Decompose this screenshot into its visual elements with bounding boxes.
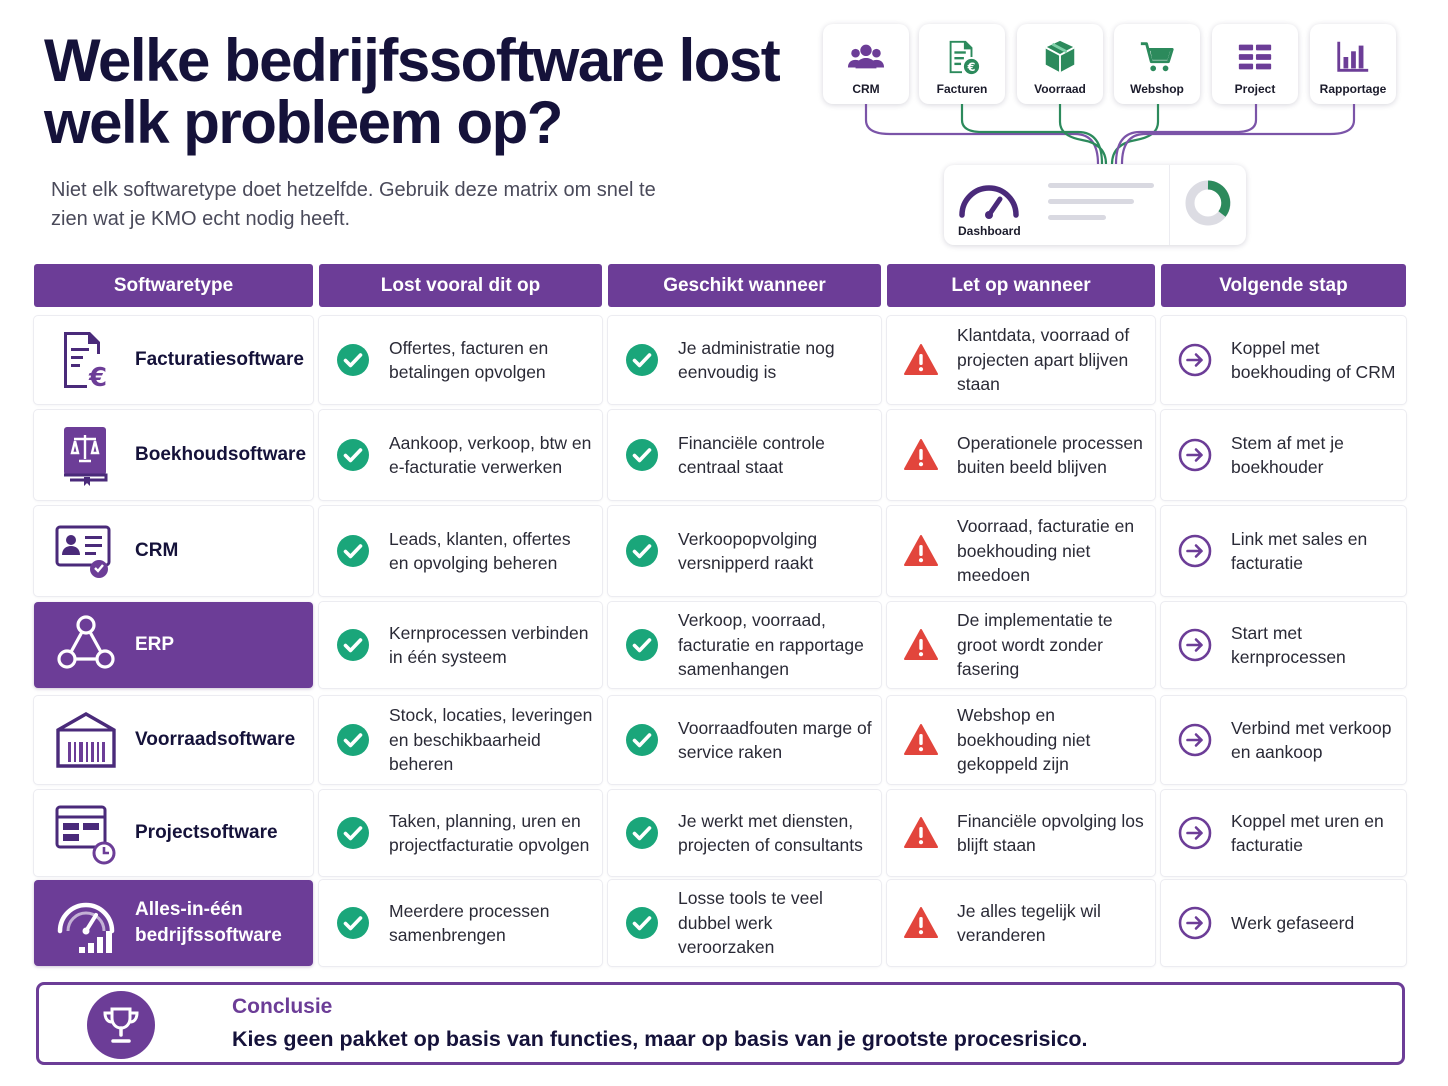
cell-next	[1161, 316, 1406, 404]
cell-suitable	[608, 506, 881, 596]
cell-next-text: Verbind met verkoop en aankoop	[1231, 717, 1392, 762]
cell-suitable	[608, 410, 881, 500]
cart-icon	[1138, 38, 1176, 76]
cell-next-text: Stem af met je boekhouder	[1231, 432, 1344, 477]
warning-icon	[904, 723, 938, 757]
cell-suitable	[608, 790, 881, 876]
people-icon	[847, 38, 885, 76]
cell-solves-text: Aankoop, verkoop, btw en e-facturatie verwerken	[389, 432, 592, 477]
warning-icon	[904, 906, 938, 940]
dashboard-label: Dashboard	[958, 224, 1021, 238]
cell-next	[1161, 880, 1406, 966]
arrow-circle-icon	[1178, 534, 1212, 568]
warning-icon	[904, 438, 938, 472]
page-subtitle: Niet elk softwaretype doet hetzelfde. Gebruik deze matrix om snel te zien wat je KMO echt nodig heeft.	[51, 179, 656, 230]
row-type-cell	[34, 506, 313, 596]
page-title: Welke bedrijfssoftware lost welk probleem op?	[44, 27, 780, 156]
arrow-circle-icon	[1178, 438, 1212, 472]
check-icon	[336, 438, 370, 472]
check-icon	[625, 723, 659, 757]
check-icon	[625, 628, 659, 662]
network-icon	[54, 613, 118, 677]
check-icon	[336, 534, 370, 568]
cell-solves-text: Stock, locaties, leveringen en beschikbaarheid beheren	[389, 705, 593, 775]
check-icon	[625, 534, 659, 568]
cell-caution-text: Operationele processen buiten beeld blijven	[957, 432, 1143, 477]
invoice-euro-icon	[943, 38, 981, 76]
arrow-circle-icon	[1178, 723, 1212, 757]
cell-next	[1161, 790, 1406, 876]
trophy-icon	[87, 991, 155, 1059]
check-icon	[336, 816, 370, 850]
software-type-name: Projectsoftware	[135, 822, 278, 843]
contact-card-icon	[54, 519, 118, 583]
cell-next-text: Koppel met uren en facturatie	[1231, 810, 1384, 855]
software-type-name: ERP	[135, 634, 175, 655]
cell-solves	[319, 696, 602, 784]
cell-solves	[319, 410, 602, 500]
svg-text:€: €	[88, 363, 108, 392]
cell-caution-text: Webshop en boekhouding niet gekoppeld zijn	[957, 705, 1091, 775]
bar-chart-icon	[1334, 38, 1372, 76]
cell-suitable	[608, 696, 881, 784]
cell-next	[1161, 410, 1406, 500]
cell-solves-text: Leads, klanten, offertes en opvolging beheren	[389, 528, 571, 573]
software-type-name: Boekhoudsoftware	[135, 444, 307, 465]
arrow-circle-icon	[1178, 628, 1212, 662]
row-type-cell	[34, 410, 313, 500]
cell-suitable-text: Je werkt met diensten, projecten of consultants	[678, 810, 863, 855]
cell-solves	[319, 602, 602, 688]
cell-caution	[887, 696, 1155, 784]
header-softwaretype: Softwaretype	[34, 264, 313, 307]
cell-caution	[887, 506, 1155, 596]
cell-caution	[887, 880, 1155, 966]
cell-solves-text: Taken, planning, uren en projectfacturatie opvolgen	[389, 810, 590, 855]
header-next-step: Volgende stap	[1161, 264, 1406, 307]
row-type-cell	[34, 696, 313, 784]
check-icon	[625, 816, 659, 850]
warehouse-barcode-icon	[54, 708, 118, 772]
gauge-chart-icon	[54, 891, 118, 955]
cell-suitable-text: Financiële controle centraal staat	[678, 432, 825, 477]
cell-next-text: Start met kernprocessen	[1231, 622, 1346, 667]
category-card-voorraad: Voorraad	[1017, 24, 1103, 104]
invoice-euro-icon	[54, 328, 118, 392]
software-type-name: Facturatiesoftware	[135, 349, 304, 370]
cell-suitable	[608, 602, 881, 688]
cell-suitable	[608, 316, 881, 404]
cell-next	[1161, 602, 1406, 688]
cell-suitable	[608, 880, 881, 966]
arrow-circle-icon	[1178, 343, 1212, 377]
software-type-name: Voorraadsoftware	[135, 729, 296, 750]
cell-solves	[319, 316, 602, 404]
cell-caution-text: Klantdata, voorraad of projecten apart blijven staan	[957, 325, 1130, 395]
cell-caution	[887, 410, 1155, 500]
conclusion-title: Conclusie	[232, 995, 333, 1018]
donut-chart-icon	[1184, 179, 1232, 227]
cell-caution	[887, 316, 1155, 404]
cell-caution-text: De implementatie te groot wordt zonder fasering	[957, 610, 1113, 680]
cell-next	[1161, 696, 1406, 784]
category-card-rapportage: Rapportage	[1310, 24, 1396, 104]
cell-suitable-text: Verkoop, voorraad, facturatie en rapportage samenhangen	[678, 610, 864, 680]
row-type-cell	[34, 602, 313, 688]
arrow-circle-icon	[1178, 906, 1212, 940]
warning-icon	[904, 628, 938, 662]
ledger-scale-icon	[54, 423, 118, 487]
category-card-facturen: € Facturen	[919, 24, 1005, 104]
check-icon	[336, 723, 370, 757]
cell-suitable-text: Je administratie nog eenvoudig is	[678, 337, 835, 382]
cell-caution-text: Financiële opvolging los blijft staan	[957, 810, 1144, 855]
category-card-project: Project	[1212, 24, 1298, 104]
conclusion-text: Kies geen pakket op basis van functies, maar op basis van je grootste procesrisico.	[232, 1027, 1088, 1051]
cell-solves-text: Offertes, facturen en betalingen opvolgen	[389, 337, 549, 382]
check-icon	[625, 906, 659, 940]
warning-icon	[904, 816, 938, 850]
cell-solves-text: Kernprocessen verbinden in één systeem	[389, 622, 589, 667]
cell-next-text: Koppel met boekhouding of CRM	[1231, 337, 1396, 382]
row-type-cell	[34, 790, 313, 876]
cell-solves-text: Meerdere processen samenbrengen	[389, 900, 550, 945]
cell-caution-text: Je alles tegelijk wil veranderen	[957, 900, 1101, 945]
conclusion-box	[36, 982, 1405, 1065]
software-type-name: CRM	[135, 540, 179, 561]
header-caution: Let op wanneer	[887, 264, 1155, 307]
warning-icon	[904, 343, 938, 377]
check-icon	[336, 343, 370, 377]
category-card-webshop: Webshop	[1114, 24, 1200, 104]
header-suitable: Geschikt wanneer	[608, 264, 881, 307]
software-type-name: Alles-in-één bedrijfssoftware	[135, 899, 282, 946]
check-icon	[625, 343, 659, 377]
row-type-cell	[34, 316, 313, 404]
cell-next	[1161, 506, 1406, 596]
connector-lines	[820, 100, 1380, 170]
board-clock-icon	[54, 801, 118, 865]
cell-suitable-text: Verkoopopvolging versnipperd raakt	[678, 528, 818, 573]
cell-suitable-text: Voorraadfouten marge of service raken	[678, 717, 872, 762]
dashboard-card	[944, 165, 1246, 245]
warning-icon	[904, 534, 938, 568]
header-solves: Lost vooral dit op	[319, 264, 602, 307]
category-card-crm: CRM	[823, 24, 909, 104]
check-icon	[336, 628, 370, 662]
cell-solves	[319, 506, 602, 596]
cell-next-text: Link met sales en facturatie	[1231, 528, 1368, 573]
cell-solves	[319, 790, 602, 876]
cell-solves	[319, 880, 602, 966]
cell-caution	[887, 602, 1155, 688]
box-icon	[1041, 38, 1079, 76]
cell-next-text: Werk gefaseerd	[1231, 912, 1355, 933]
arrow-circle-icon	[1178, 816, 1212, 850]
row-type-cell	[34, 880, 313, 966]
cell-caution-text: Voorraad, facturatie en boekhouding niet meedoen	[957, 516, 1135, 586]
check-icon	[625, 438, 659, 472]
cell-suitable-text: Losse tools te veel dubbel werk veroorzaken	[678, 888, 823, 958]
kanban-icon	[1236, 38, 1274, 76]
svg-text:€: €	[967, 59, 976, 74]
cell-caution	[887, 790, 1155, 876]
check-icon	[336, 906, 370, 940]
speedometer-icon	[956, 177, 1022, 223]
